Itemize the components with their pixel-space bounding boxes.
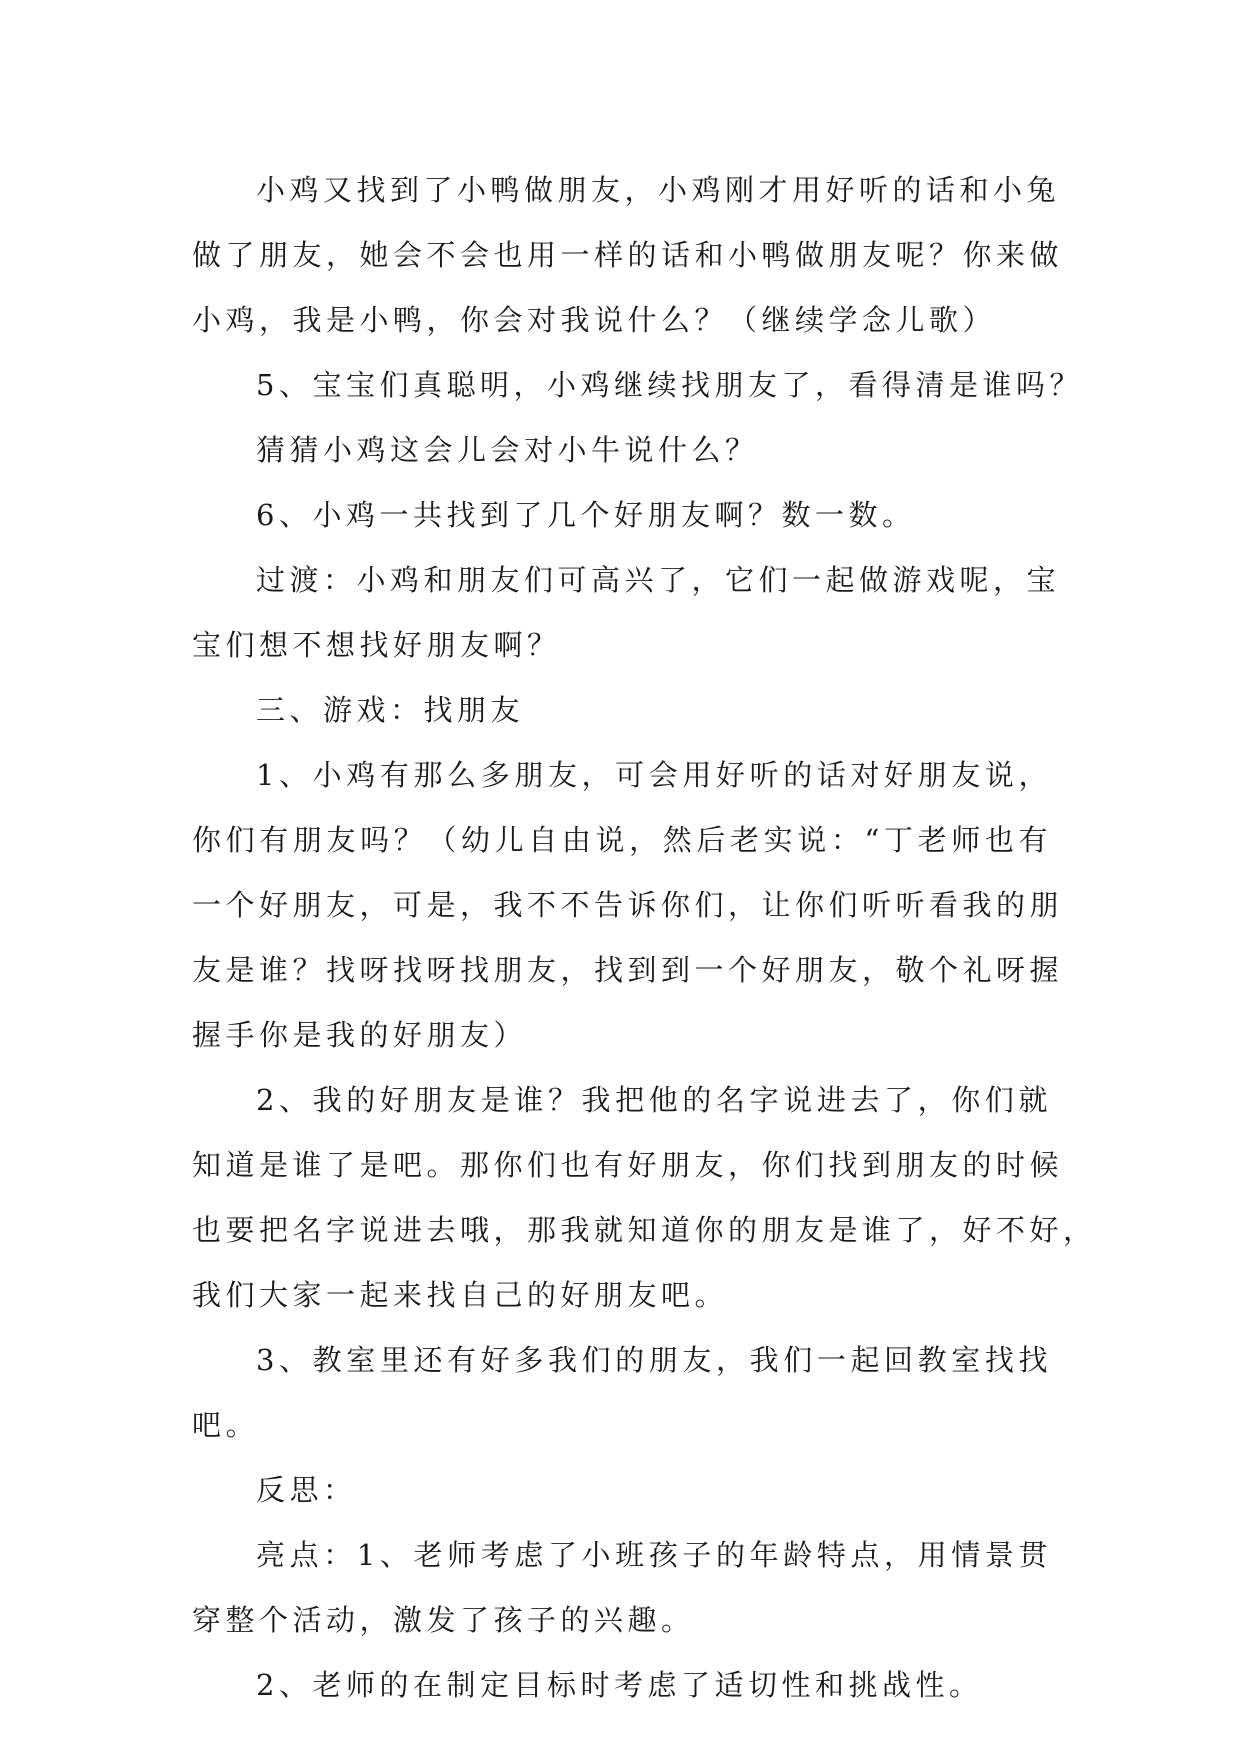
text-line: 2、老师的在制定目标时考虑了适切性和挑战性。 (256, 1668, 983, 1702)
text-line: 宝们想不想找好朋友啊？ (192, 628, 561, 662)
text-line: 知道是谁了是吧。那你们也有好朋友，你们找到朋友的时候 (192, 1148, 1064, 1182)
text-line: 你们有朋友吗？（幼儿自由说，然后老实说：“丁老师也有 (192, 823, 1052, 857)
text-line: 做了朋友，她会不会也用一样的话和小鸭做朋友呢？你来做 (192, 238, 1064, 272)
text-line: 3、教室里还有好多我们的朋友，我们一起回教室找找 (256, 1343, 1052, 1377)
text-line: 过渡：小鸡和朋友们可高兴了，它们一起做游戏呢，宝 (256, 563, 1061, 597)
text-line: 1、小鸡有那么多朋友，可会用好听的话对好朋友说， (256, 758, 1052, 792)
text-line: 一个好朋友，可是，我不不告诉你们，让你们听听看我的朋 (192, 888, 1064, 922)
text-line: 友是谁？找呀找呀找朋友，找到到一个好朋友，敬个礼呀握 (192, 953, 1064, 987)
text-line: 小鸡又找到了小鸭做朋友，小鸡刚才用好听的话和小兔 (256, 173, 1061, 207)
text-line: 小鸡，我是小鸭，你会对我说什么？（继续学念儿歌） (192, 303, 997, 337)
document-body (192, 158, 1097, 1718)
text-line: 2、我的好朋友是谁？我把他的名字说进去了，你们就 (256, 1083, 1052, 1117)
section-heading: 三、游戏：找朋友 (256, 693, 525, 727)
text-line: 5、宝宝们真聪明，小鸡继续找朋友了，看得清是谁吗？ (256, 368, 1083, 402)
section-heading: 反思： (256, 1473, 357, 1507)
text-line: 6、小鸡一共找到了几个好朋友啊？数一数。 (256, 498, 916, 532)
text-line: 亮点：1、老师考虑了小班孩子的年龄特点，用情景贯 (256, 1538, 1052, 1572)
text-line: 穿整个活动，激发了孩子的兴趣。 (192, 1603, 695, 1637)
text-line: 吧。 (192, 1408, 260, 1442)
text-line: 握手你是我的好朋友） (192, 1018, 528, 1052)
text-line: 也要把名字说进去哦，那我就知道你的朋友是谁了，好不好， (192, 1213, 1097, 1247)
text-line: 我们大家一起来找自己的好朋友吧。 (192, 1278, 729, 1312)
text-line: 猜猜小鸡这会儿会对小牛说什么？ (256, 433, 759, 467)
